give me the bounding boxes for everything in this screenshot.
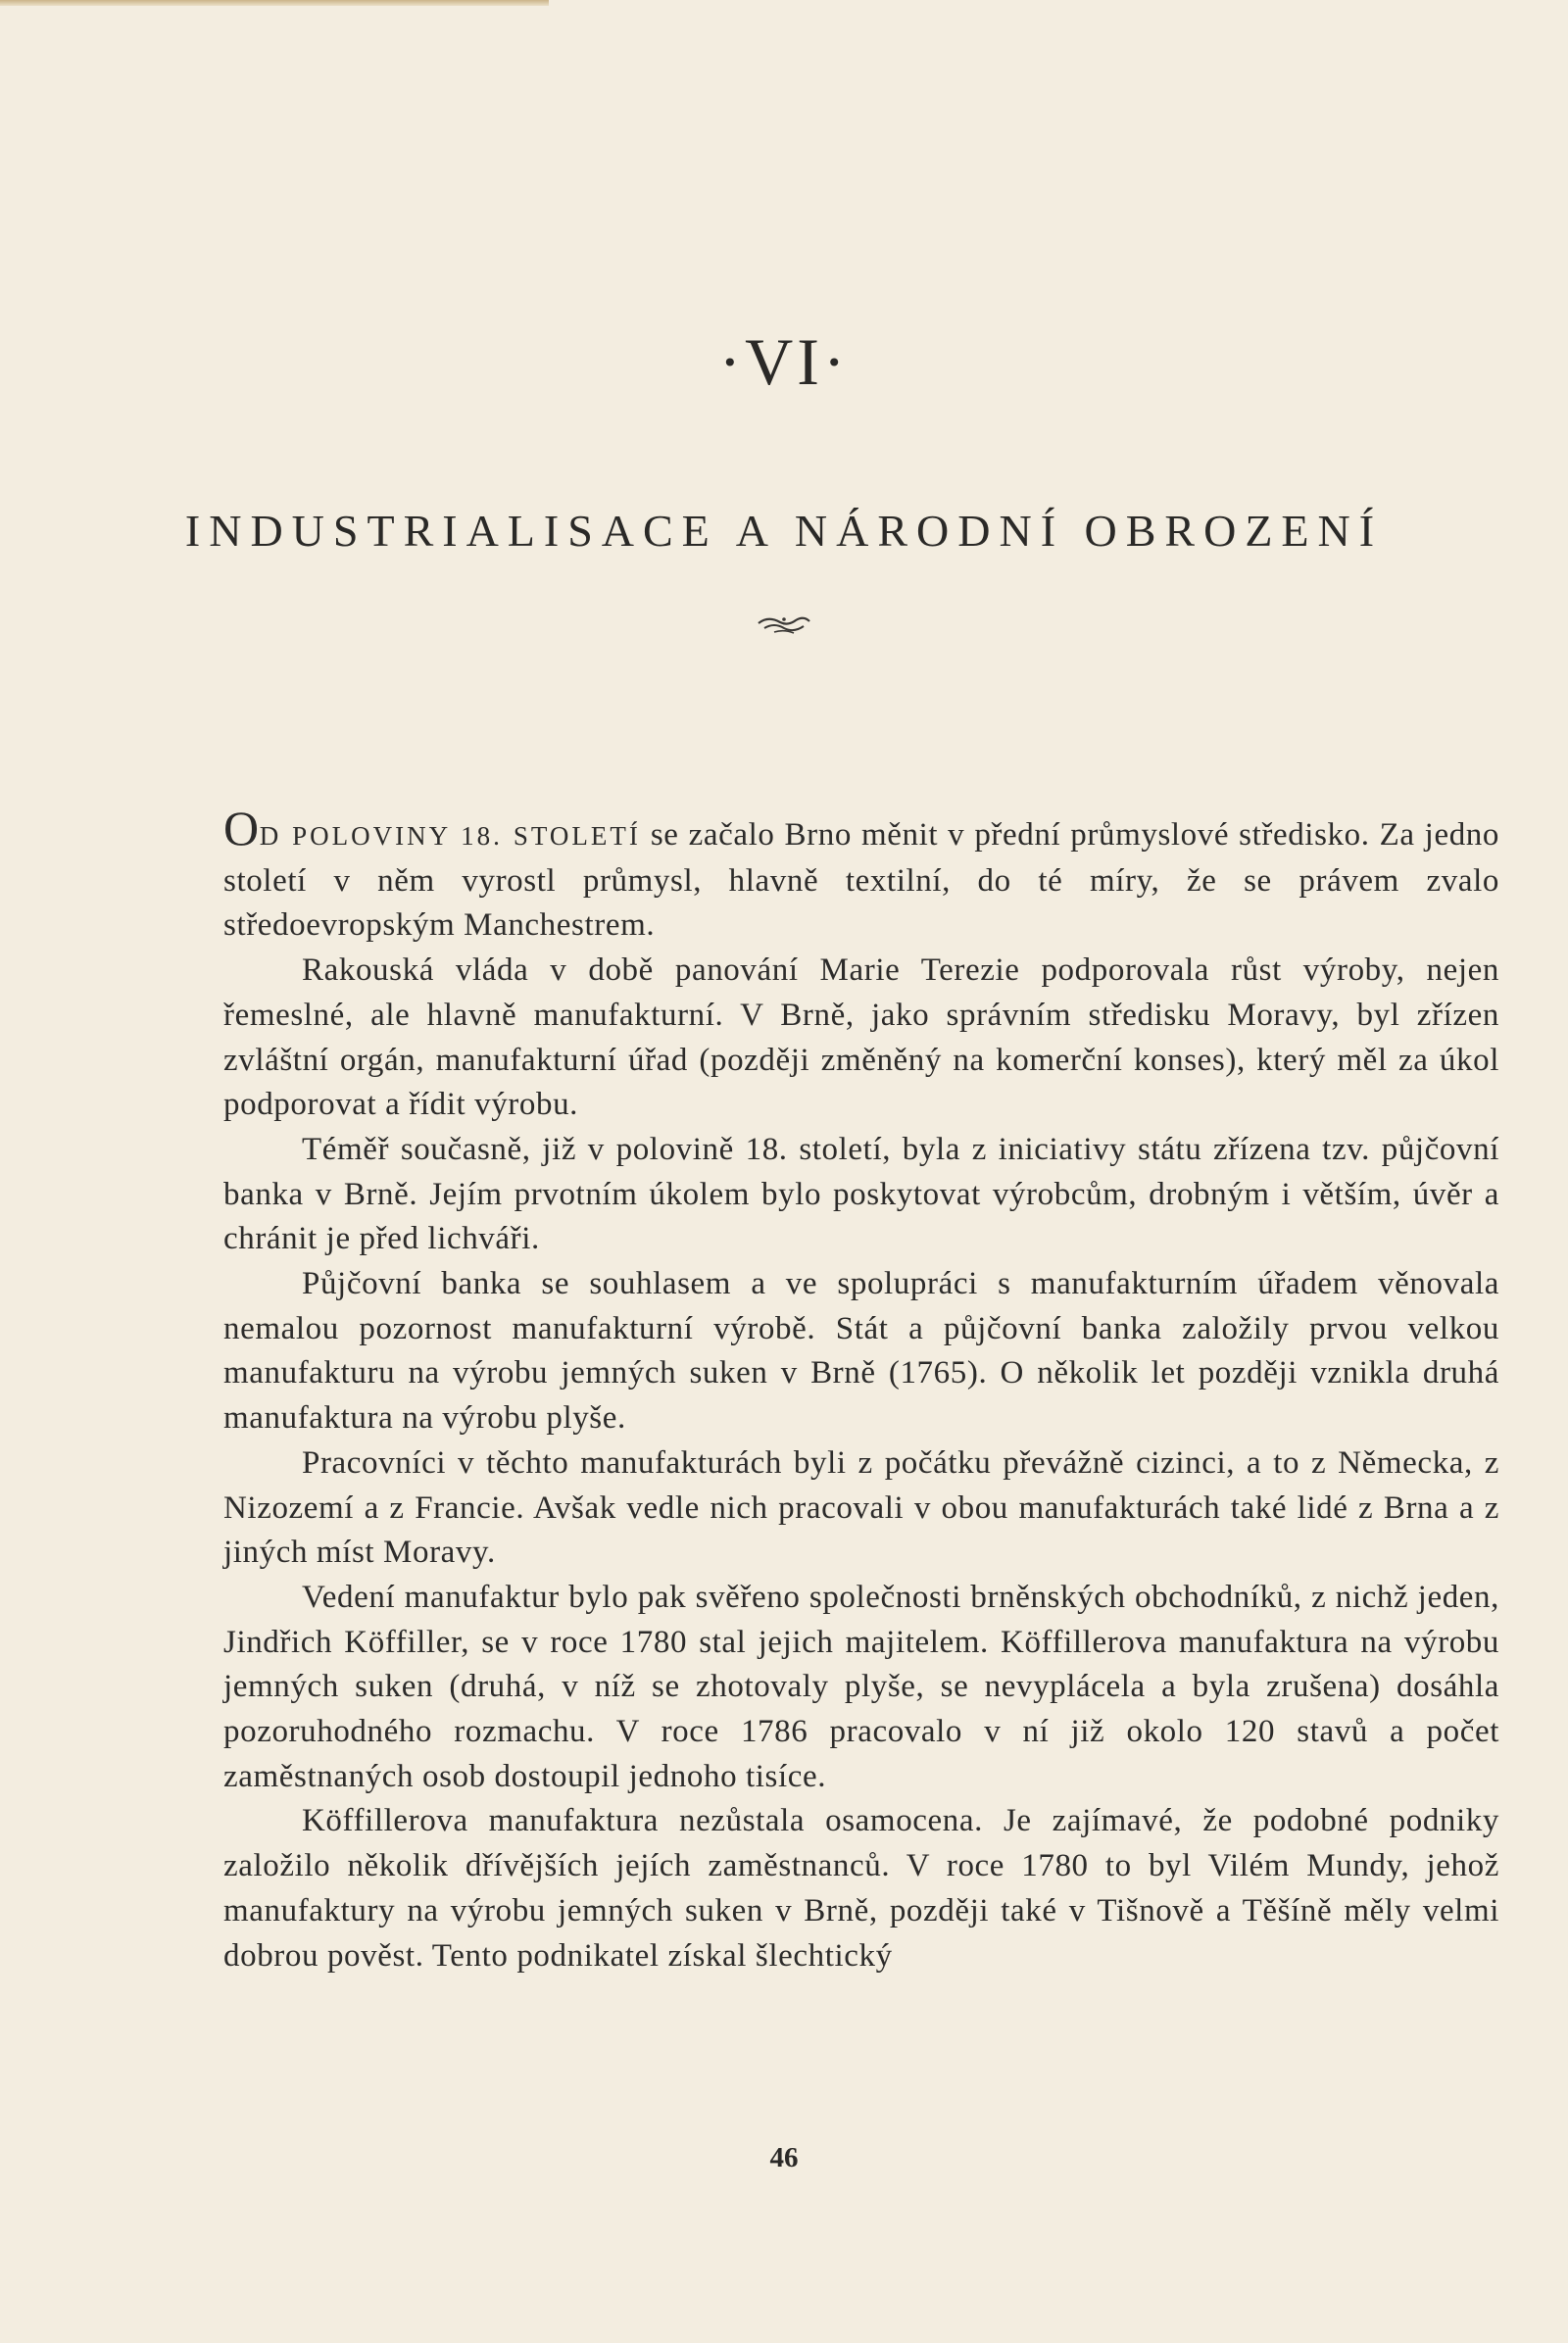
paragraph: Vedení manufaktur bylo pak svěřeno společnosti brněnských obchodníků, z nichž jeden, Jindřich Köffiller, se v roce 1780 stal jejich majitelem. Köffillerova manufaktura na výrobu jemných suken (druhá, v níž se zhotovaly plyše, se nevyplácela a byla zrušena) dosáhla pozoruhodného rozmachu. V roce 1786 pracovalo v ní již okolo 120 stavů a počet zaměstnaných osob dostoupil jednoho tisíce. [223,1579,1499,1794]
chapter-title: INDUSTRIALISACE A NÁRODNÍ OBROZENÍ [184,506,1384,556]
paragraph: Půjčovní banka se souhlasem a ve spolupráci s manufakturním úřadem věnovala nemalou pozornost manufakturní výrobě. Stát a půjčovní banka založily prvou velkou manufakturu na výrobu jemných suken v Brně (1765). O několik let později vznikla druhá manufaktura na výrobu plyše. [223,1266,1499,1437]
opening-text: se začalo Brno měnit v přední průmyslové středisko. Za jedno století v něm vyrostl průmysl, hlavně textilní, do té míry, že se právem zvalo středoevropským Manchestrem. [223,817,1499,944]
decorative-swirl-icon [755,613,813,637]
opening-smallcaps: D POLOVINY 18. STOLETÍ [259,821,641,851]
opening-paragraph [223,801,1499,949]
paragraph: Téměř současně, již v polovině 18. století, byla z iniciativy státu zřízena tzv. půjčovní banka v Brně. Jejím prvotním úkolem bylo poskytovat výrobcům, drobným i větším, úvěr a chránit je před lichváři. [223,1131,1499,1257]
drop-cap: O [223,801,260,855]
page-top-edge [0,0,549,6]
page-number: 46 [769,2142,799,2173]
paragraph: Pracovníci v těchto manufakturách byli z počátku převážně cizinci, a to z Německa, z Nizozemí a z Francie. Avšak vedle nich pracovali v obou manufakturách také lidé z Brna a z jiných míst Moravy. [223,1444,1499,1571]
paragraph: Rakouská vláda v době panování Marie Terezie podporovala růst výroby, nejen řemeslné, ale hlavně manufakturní. V Brně, jako správním středisku Moravy, byl zřízen zvláštní orgán, manufakturní úřad (později změněný na komerční konses), který měl za úkol podporovat a řídit výrobu. [223,952,1499,1123]
paragraph: Köffillerova manufaktura nezůstala osamocena. Je zajímavé, že podobné podniky založilo několik dřívějších jejích zaměstnanců. V roce 1780 to byl Vilém Mundy, jehož manufaktury na výrobu jemných suken v Brně, později také v Tišnově a Těšíně měly velmi dobrou pověst. Tento podnikatel získal šlechtický [223,1803,1499,1974]
chapter-number: ·VI· [718,324,850,399]
body-text [223,801,1499,1978]
